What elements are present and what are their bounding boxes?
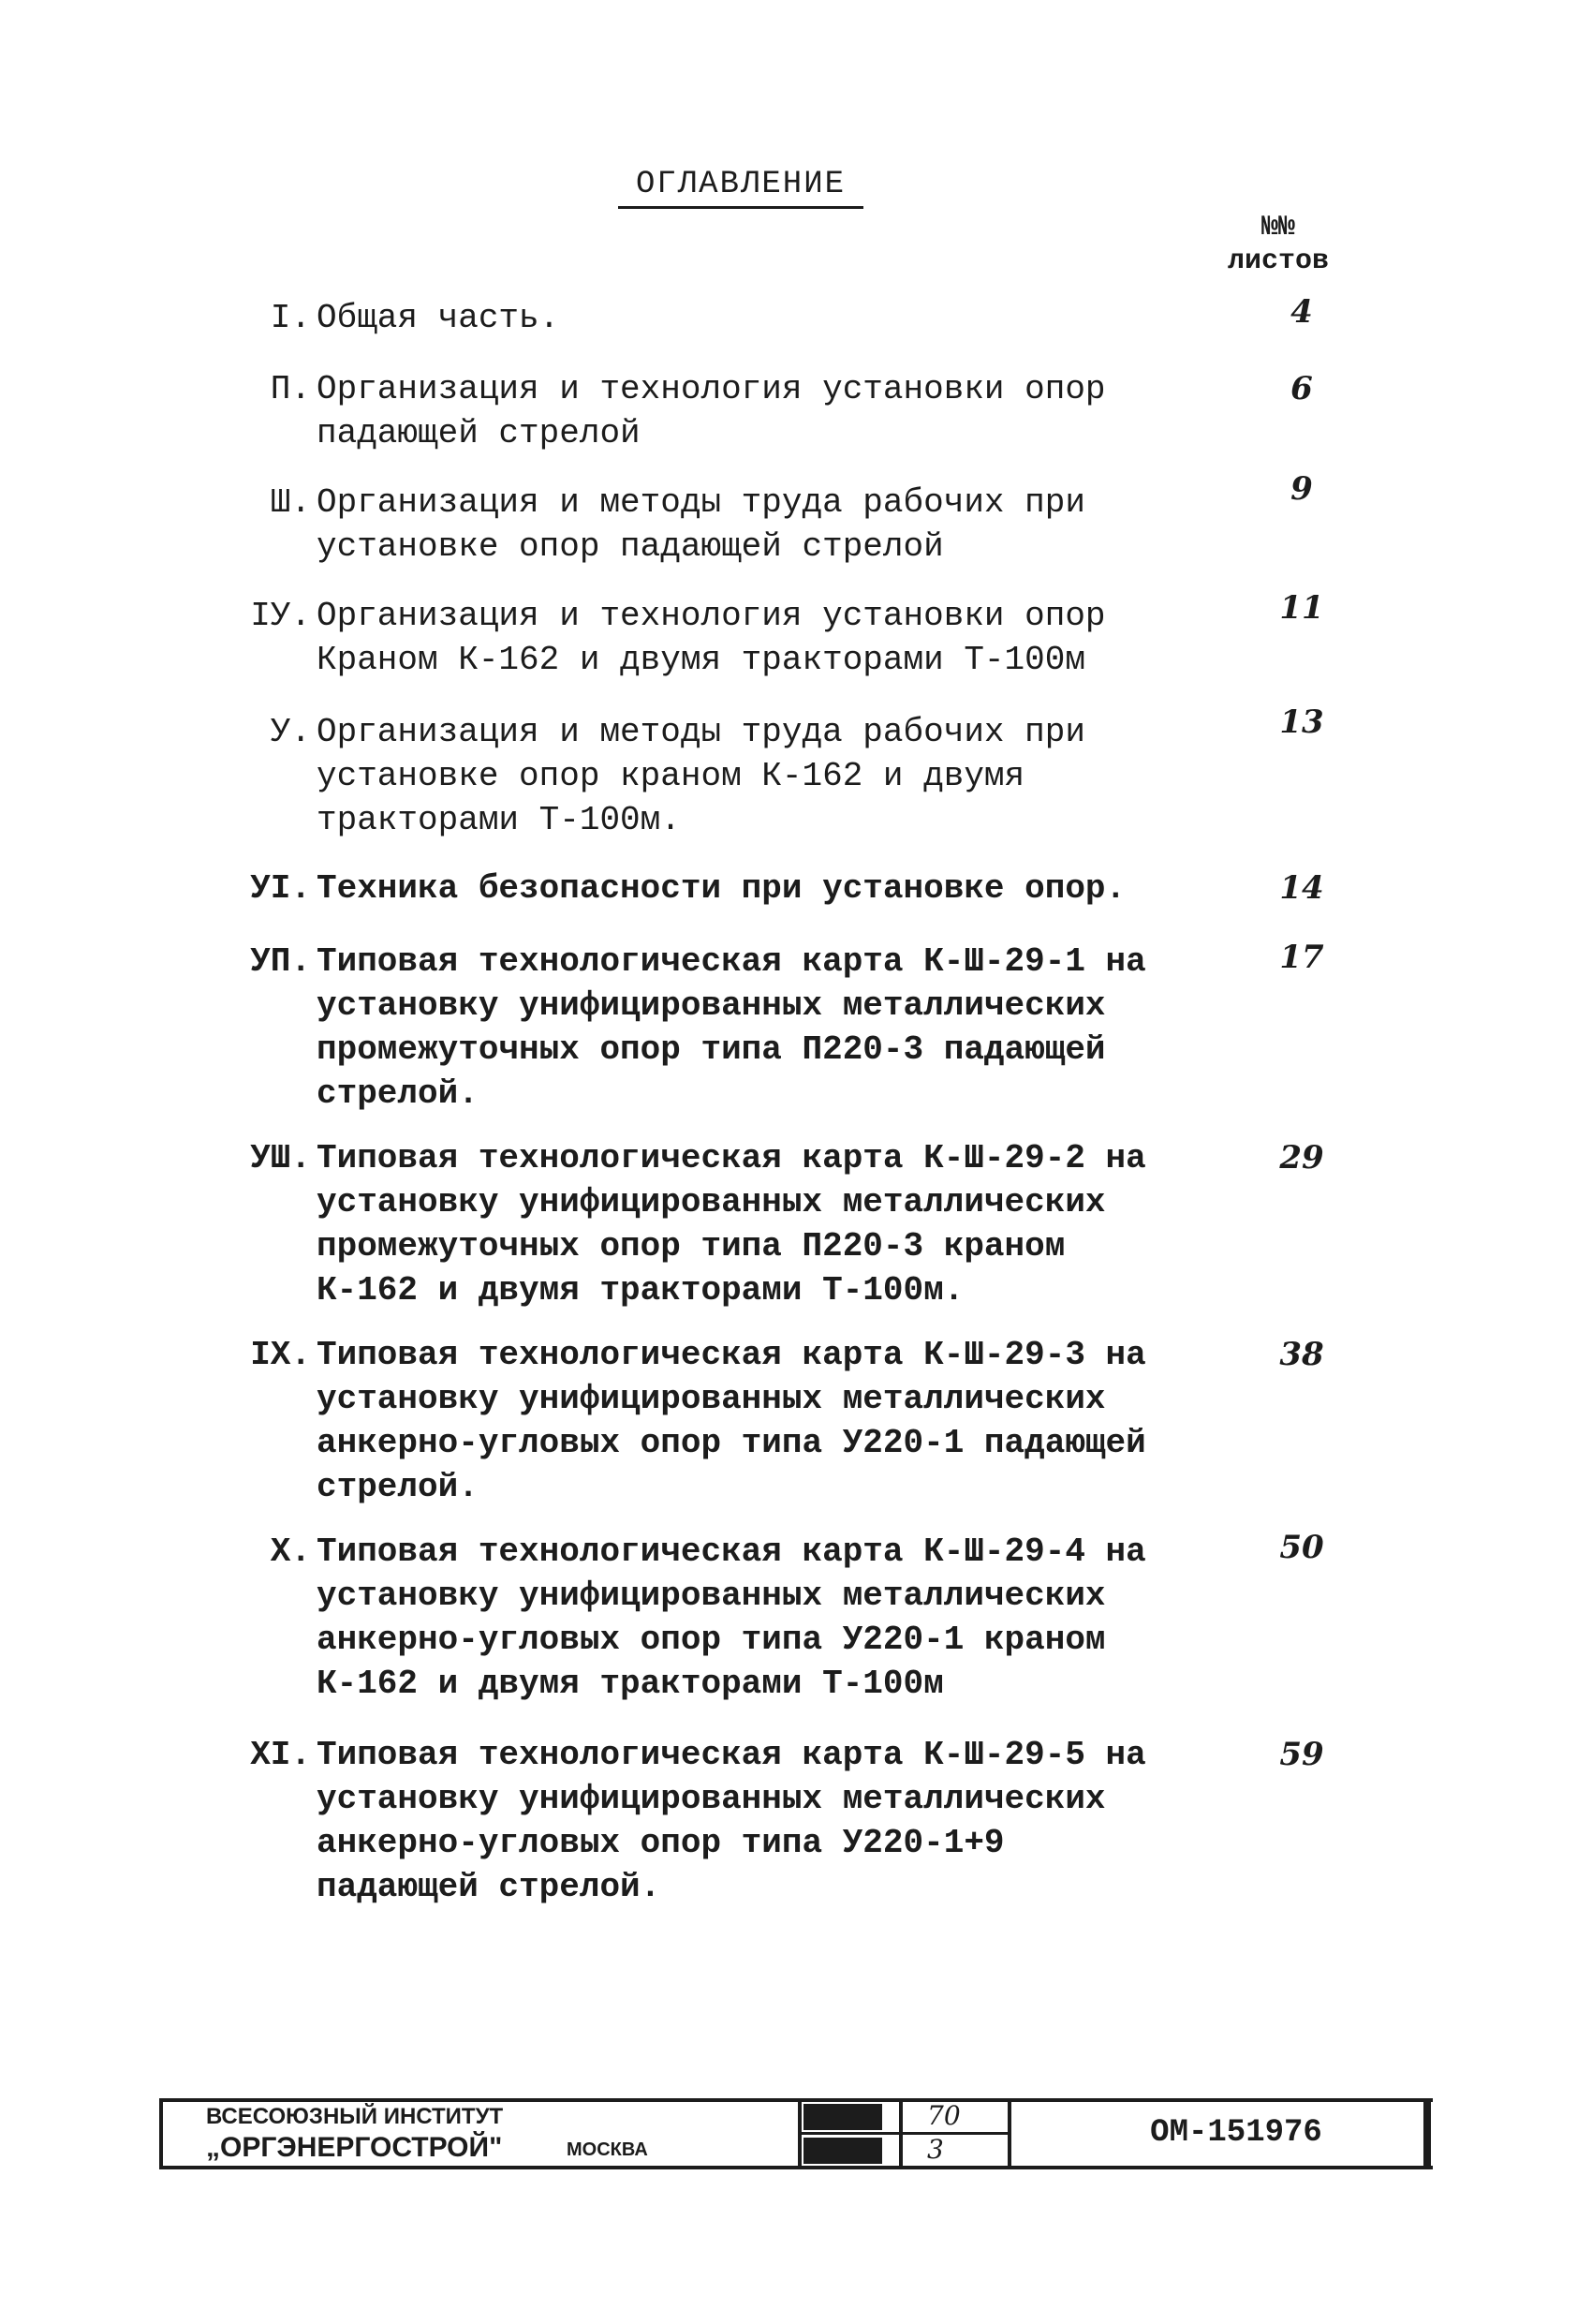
toc-entry-number: УШ. <box>250 1139 311 1177</box>
toc-entry-title: Организация и технология установки опор Краном К-162 и двумя тракторами Т-100м <box>317 597 1106 679</box>
stamp-border-left <box>159 2098 163 2169</box>
toc-entry-title: Типовая технологическая карта К-Ш-29-4 на установку унифицированных металлических анкерно-угловых опор типа У220-1 краном К-162 и двумя тракторами Т-100м <box>317 1532 1146 1703</box>
toc-entry-number: П. <box>270 370 311 408</box>
toc-entry-page: 29 <box>1279 1139 1324 1177</box>
toc-entry-page: 9 <box>1290 470 1313 508</box>
toc-entry-page: 38 <box>1279 1336 1324 1373</box>
toc-entry-number: УI. <box>250 869 311 908</box>
toc-entry-page: 14 <box>1279 869 1324 907</box>
sheets-label-box <box>803 2138 882 2164</box>
toc-entry-title: Типовая технологическая карта К-Ш-29-1 на установку унифицированных металлических промежуточных опор типа П220-3 падающей стрелой. <box>317 942 1146 1113</box>
sheets-count: 3 <box>927 2134 944 2165</box>
title-block-stamp <box>159 2098 1433 2169</box>
toc-entry-number: IХ. <box>250 1336 311 1374</box>
toc-entry-number: IУ. <box>250 597 311 635</box>
toc-entry-number: Ш. <box>270 483 311 522</box>
toc-entry-number: УП. <box>250 942 311 981</box>
toc-entry-number: ХI. <box>250 1736 311 1774</box>
sheets-column-header-text: №№ листов <box>1227 212 1330 277</box>
toc-entry-title: Типовая технологическая карта К-Ш-29-5 на установку унифицированных металлических анкерно-угловых опор типа У220-1+9 падающей стрелой. <box>317 1736 1146 1906</box>
toc-entry-number: Х. <box>270 1532 311 1571</box>
toc-entry-number: I. <box>270 299 311 337</box>
document-code: ОМ-151976 <box>1150 2115 1322 2151</box>
toc-entry-title: Организация и технология установки опор падающей стрелой <box>317 370 1106 452</box>
toc-entry-page: 13 <box>1279 703 1324 741</box>
stamp-divider-h <box>798 2132 1011 2135</box>
toc-entry-page: 50 <box>1279 1529 1324 1566</box>
toc-entry-title: Организация и методы труда рабочих при установке опор падающей стрелой <box>317 483 1085 566</box>
toc-entry-page: 17 <box>1279 939 1324 976</box>
institute-city: МОСКВА <box>567 2139 648 2160</box>
page-title: ОГЛАВЛЕНИЕ <box>618 167 863 209</box>
institute-name-line2: „ОРГЭНЕРГОСТРОЙ" <box>206 2132 503 2163</box>
sheet-number: 70 <box>927 2100 961 2131</box>
institute-name-line1: ВСЕСОЮЗНЫЙ ИНСТИТУТ <box>206 2104 504 2129</box>
stamp-border-top <box>159 2098 1433 2102</box>
toc-entry-page: 11 <box>1279 589 1324 627</box>
stamp-border-bottom <box>159 2166 1433 2169</box>
toc-entry-page: 6 <box>1290 370 1313 407</box>
toc-entry-title: Типовая технологическая карта К-Ш-29-3 на установку унифицированных металлических анкерно-угловых опор типа У220-1 падающей стрелой. <box>317 1336 1146 1506</box>
toc-entry-title: Организация и методы труда рабочих при установке опор краном К-162 и двумя тракторами Т-100м. <box>317 713 1085 839</box>
sheets-column-header <box>1208 211 1349 278</box>
toc-entry-title: Общая часть. <box>317 299 560 337</box>
toc-entry-title: Типовая технологическая карта К-Ш-29-2 на установку унифицированных металлических промежуточных опор типа П220-3 краном К-162 и двумя тракторами Т-100м. <box>317 1139 1146 1310</box>
toc-entry-page: 59 <box>1279 1736 1324 1773</box>
toc-entry-number: У. <box>270 713 311 751</box>
sheet-label-box <box>803 2104 882 2130</box>
toc-entry-title: Техника безопасности при установке опор. <box>317 869 1127 908</box>
toc-entry-page: 4 <box>1290 293 1313 331</box>
stamp-border-right <box>1423 2102 1431 2166</box>
